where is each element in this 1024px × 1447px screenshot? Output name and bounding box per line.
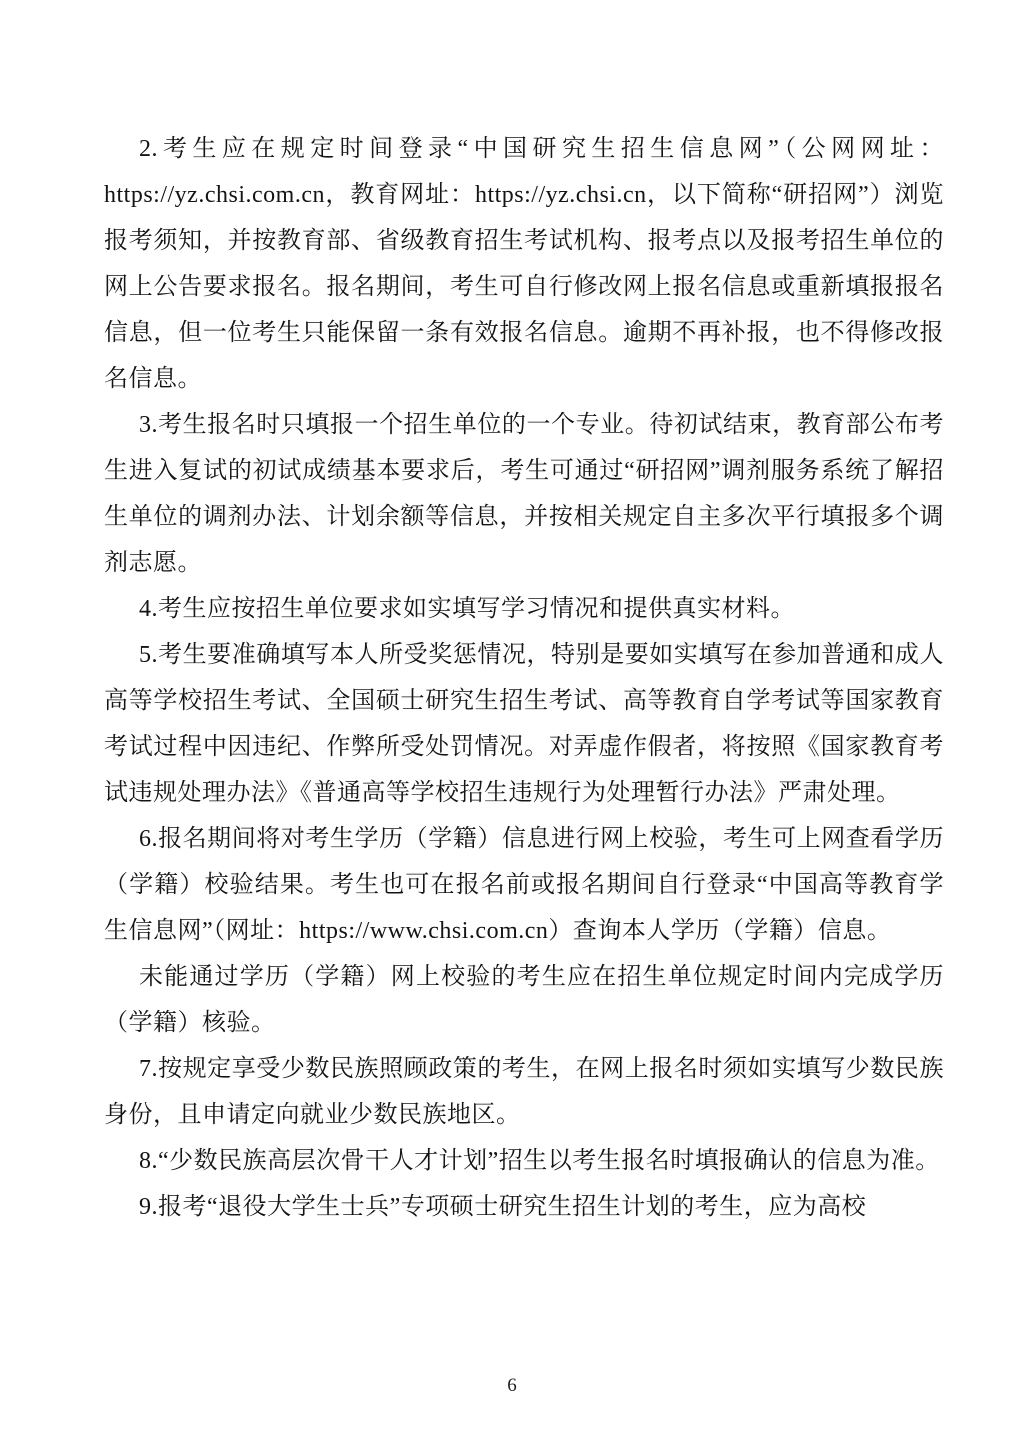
- paragraph-3-single-major-adjustment: 3.考生报名时只填报一个招生单位的一个专业。待初试结束，教育部公布考生进入复试的初试成绩基本要求后，考生可通过“研招网”调剂服务系统了解招生单位的调剂办法、计划余额等信息，并按相关规定自主多次平行填报多个调剂志愿。: [104, 412, 944, 576]
- document-body: [104, 126, 944, 1230]
- paragraph-6b-failed-verification: 未能通过学历（学籍）网上校验的考生应在招生单位规定时间内完成学历（学籍）核验。: [104, 964, 944, 1036]
- paragraph-8-minority-talent-plan: 8.“少数民族高层次骨干人才计划”招生以考生报名时填报确认的信息为准。: [139, 1148, 940, 1174]
- paragraph-7-minority-policy: 7.按规定享受少数民族照顾政策的考生，在网上报名时须如实填写少数民族身份，且申请定向就业少数民族地区。: [104, 1056, 944, 1128]
- paragraph-6-credential-verification: 6.报名期间将对考生学历（学籍）信息进行网上校验，考生可上网查看学历（学籍）校验结果。考生也可在报名前或报名期间自行登录“中国高等教育学生信息网”（网址：https://www.chsi.com.cn）查询本人学历（学籍）信息。: [104, 826, 944, 944]
- paragraph-5-rewards-punishments: 5.考生要准确填写本人所受奖惩情况，特别是要如实填写在参加普通和成人高等学校招生考试、全国硕士研究生招生考试、高等教育自学考试等国家教育考试过程中因违纪、作弊所受处罚情况。对弄虚作假者，将按照《国家教育考试违规处理办法》《普通高等学校招生违规行为处理暂行办法》严肃处理。: [104, 642, 944, 806]
- paragraph-4-truthful-materials: 4.考生应按招生单位要求如实填写学习情况和提供真实材料。: [139, 596, 795, 622]
- paragraph-2-online-registration: 2.考生应在规定时间登录“中国研究生招生信息网”（公网网址：https://yz.chsi.com.cn，教育网址：https://yz.chsi.cn，以下简称“研招网”）浏览报考须知，并按教育部、省级教育招生考试机构、报考点以及报考招生单位的网上公告要求报名。报名期间，考生可自行修改网上报名信息或重新填报报名信息，但一位考生只能保留一条有效报名信息。逾期不再补报，也不得修改报名信息。: [104, 136, 944, 392]
- paragraph-9-veteran-plan: 9.报考“退役大学生士兵”专项硕士研究生招生计划的考生，应为高校: [139, 1194, 867, 1220]
- page-number: 6: [507, 1375, 517, 1396]
